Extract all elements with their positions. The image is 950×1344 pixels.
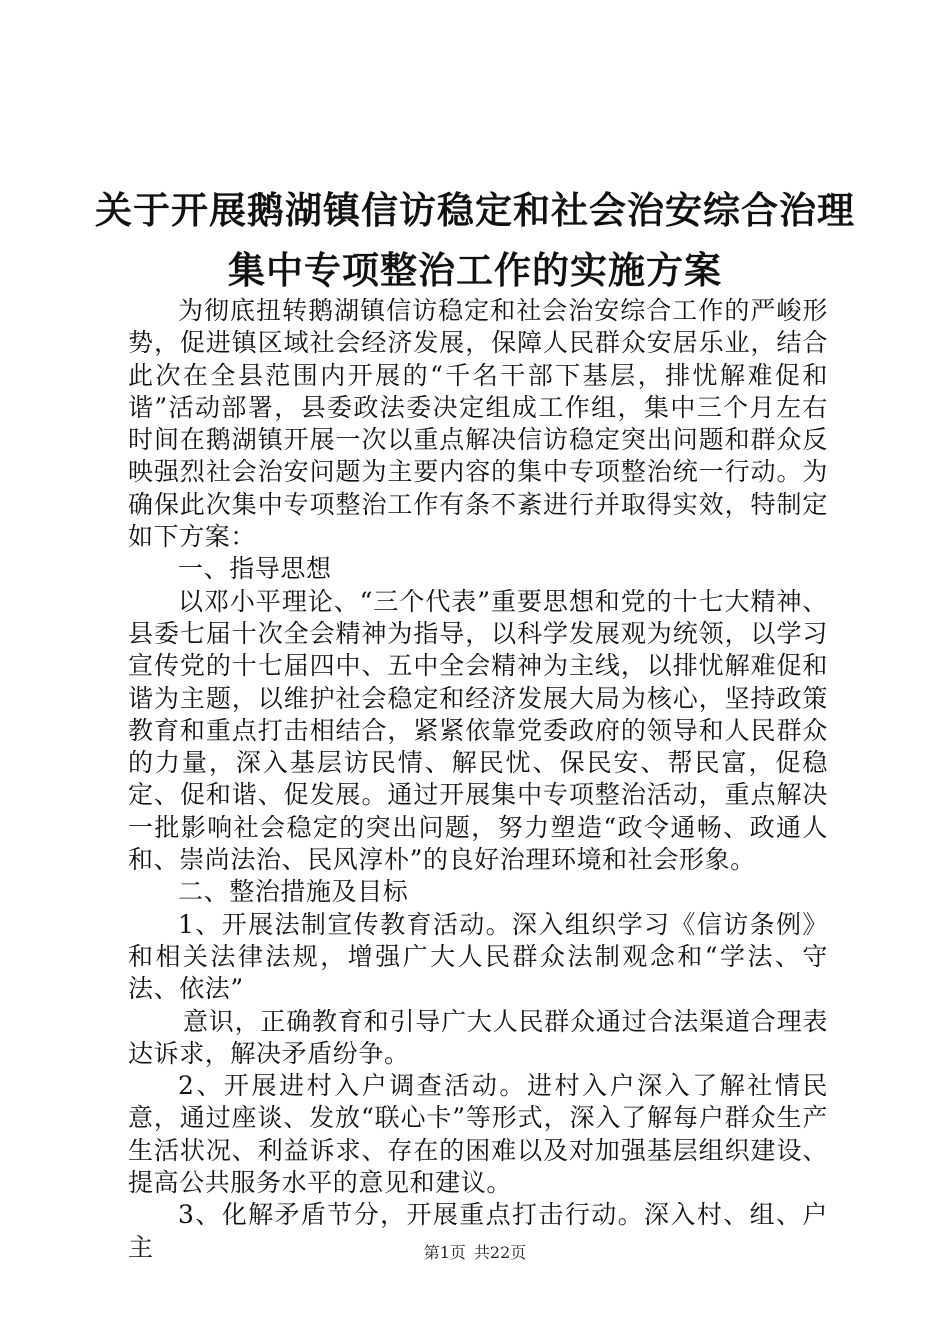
document-title-line-1: 关于开展鹅湖镇信访稳定和社会治安综合治理	[95, 188, 855, 232]
measure-3-paragraph: 3、化解矛盾节分，开展重点打击行动。深入村、组、户主	[128, 1200, 828, 1262]
measure-1-continuation: 意识，正确教育和引导广大人民群众通过合法渠道合理表达诉求，解决矛盾纷争。	[128, 1006, 828, 1068]
measure-2-paragraph: 2、开展进村入户调查活动。进村入户深入了解社情民意，通过座谈、发放“联心卡”等形式，深入了解每户群众生产生活状况、利益诉求、存在的困难以及对加强基层组织建设、提高公共服务水平的意见和建议。	[128, 1071, 828, 1198]
guiding-thought-paragraph: 以邓小平理论、“三个代表”重要思想和党的十七大精神、县委七届十次全会精神为指导，以科学发展观为统领，以学习宣传党的十七届四中、五中全会精神为主线，以排忧解难促和谐为主题，以维护社会稳定和经济发展大局为核心，坚持政策教育和重点打击相结合，紧紧依靠党委政府的领导和人民群众的力量，深入基层访民情、解民忧、保民安、帮民富，促稳定、促和谐、促发展。通过开展集中专项整治活动，重点解决一批影响社会稳定的突出问题，努力塑造“政令通畅、政通人和、崇尚法治、民风淳朴”的良好治理环境和社会形象。	[128, 586, 828, 875]
page-total: 共22页	[473, 1243, 527, 1262]
document-title-line-2: 集中专项整治工作的实施方案	[228, 248, 722, 292]
page-footer	[0, 1243, 950, 1263]
intro-paragraph: 为彻底扭转鹅湖镇信访稳定和社会治安综合工作的严峻形势，促进镇区域社会经济发展，保障人民群众安居乐业，结合此次在全县范围内开展的“千名干部下基层，排忧解难促和谐”活动部署，县委政法委决定组成工作组，集中三个月左右时间在鹅湖镇开展一次以重点解决信访稳定突出问题和群众反映强烈社会治安问题为主要内容的集中专项整治统一行动。为确保此次集中专项整治工作有条不紊进行并取得实效，特制定如下方案：	[128, 296, 828, 552]
document-body	[128, 295, 828, 1264]
section-heading-measures: 二、整治措施及目标	[178, 877, 409, 907]
page-number: 第1页	[423, 1243, 466, 1262]
measure-1-paragraph: 1、开展法制宣传教育活动。深入组织学习《信访条例》和相关法律法规，增强广大人民群众法制观念和“学法、守法、依法”	[128, 909, 828, 1004]
section-heading-guiding-thought: 一、指导思想	[178, 554, 332, 584]
